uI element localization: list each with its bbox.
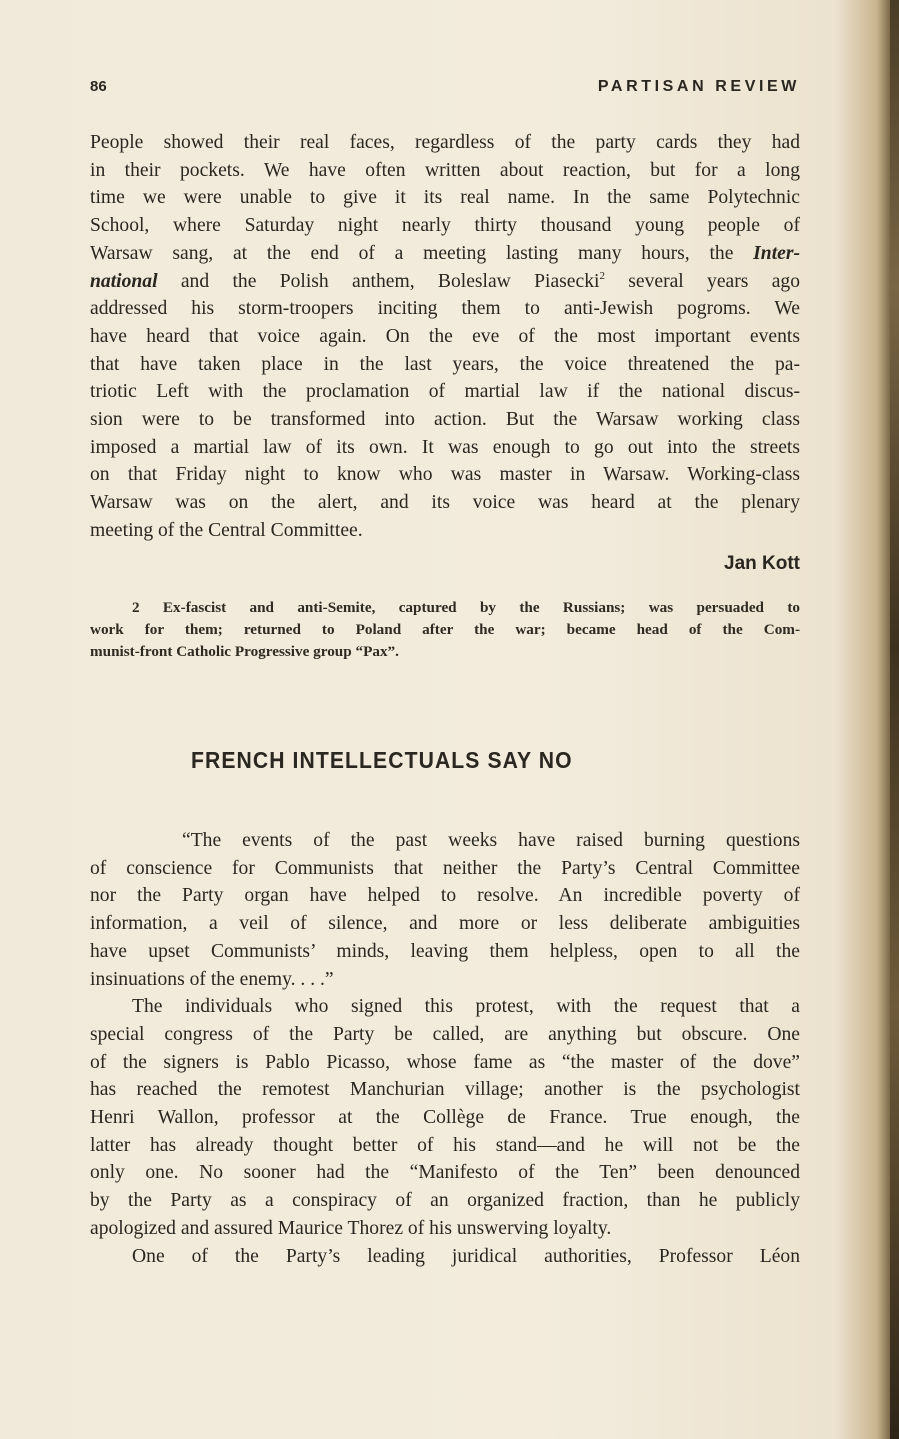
footnote [90, 597, 800, 663]
article1-paragraph [90, 129, 800, 545]
text-line: insinuations of the enemy. . . .” [90, 968, 334, 990]
running-head: PARTISAN REVIEW [597, 78, 800, 95]
text-line: information, a veil of silence, and more or less deliberate ambiguities [90, 913, 800, 935]
text-fragment: Warsaw sang, at the end of a meeting lasting many hours, the [90, 242, 734, 264]
text-line: that have taken place in the last years, the voice threatened the pa- [90, 353, 800, 375]
text-line: One of the Party’s leading juridical authorities, Professor Léon [132, 1245, 800, 1267]
text-line [90, 240, 800, 268]
text-line: School, where Saturday night nearly thirty thousand young people of [90, 215, 800, 237]
text-line: sion were to be transformed into action. But the Warsaw working class [90, 409, 800, 431]
text-line: apologized and assured Maurice Thorez of his unswerving loyalty. [90, 1217, 612, 1239]
italic-term: national [90, 270, 158, 292]
quote-paragraph [90, 827, 800, 993]
text-line: by the Party as a conspiracy of an organized fraction, than he publicly [90, 1190, 800, 1212]
footnote-line: munist-front Catholic Progressive group “Pax”. [90, 643, 399, 660]
text-line: addressed his storm-troopers inciting them to anti-Jewish pogroms. We [90, 298, 800, 320]
text-line: meeting of the Central Committee. [90, 519, 363, 541]
footnote-line: work for them; returned to Poland after the war; became head of the Com- [90, 621, 800, 638]
text-fragment: several years ago [604, 270, 801, 292]
text-line: imposed a martial law of its own. It was enough to go out into the streets [90, 436, 800, 458]
text-line: Warsaw was on the alert, and its voice was heard at the plenary [90, 492, 800, 514]
text-fragment: and the Polish anthem, Boleslaw Piasecki [180, 270, 600, 292]
text-line: has reached the remotest Manchurian village; another is the psychologist [90, 1079, 800, 1101]
text-line: of the signers is Pablo Picasso, whose fame as “the master of the dove” [90, 1051, 800, 1073]
text-line: special congress of the Party be called, are anything but obscure. One [90, 1023, 800, 1045]
section-title: FRENCH INTELLECTUALS SAY NO [191, 747, 573, 773]
page-number: 86 [90, 78, 107, 95]
body-paragraph [90, 1243, 800, 1271]
text-line: have upset Communists’ minds, leaving them helpless, open to all the [90, 940, 800, 962]
text-line [90, 268, 800, 296]
text-line: have heard that voice again. On the eve of the most important events [90, 325, 800, 347]
footnote-line: 2 Ex-fascist and anti-Semite, captured by the Russians; was persuaded to [132, 599, 800, 616]
text-line: Henri Wallon, professor at the Collège de France. True enough, the [90, 1107, 800, 1129]
text-line: triotic Left with the proclamation of martial law if the national discus- [90, 381, 800, 403]
article2-body [90, 827, 800, 1270]
text-line: nor the Party organ have helped to resolve. An incredible poverty of [90, 885, 800, 907]
footnote-reference[interactable]: 2 [599, 269, 605, 282]
page-header [90, 78, 800, 100]
author-signature: Jan Kott [724, 553, 800, 574]
text-line: “The events of the past weeks have raised burning questions [182, 830, 800, 851]
text-line: in their pockets. We have often written about reaction, but for a long [90, 159, 800, 181]
text-line: on that Friday night to know who was master in Warsaw. Working-class [90, 464, 800, 486]
text-line: of conscience for Communists that neither the Party’s Central Committee [90, 857, 800, 879]
text-line: People showed their real faces, regardless of the party cards they had [90, 132, 800, 153]
book-spine-edge [890, 0, 899, 1439]
text-line: only one. No sooner had the “Manifesto of the Ten” been denounced [90, 1162, 800, 1184]
article1-body [90, 129, 800, 545]
italic-term: Inter- [753, 242, 800, 264]
body-paragraph [90, 993, 800, 1242]
text-line: latter has already thought better of his stand—and he will not be the [90, 1134, 800, 1156]
text-line: The individuals who signed this protest, with the request that a [132, 996, 800, 1018]
text-line: time we were unable to give it its real name. In the same Polytechnic [90, 187, 800, 209]
